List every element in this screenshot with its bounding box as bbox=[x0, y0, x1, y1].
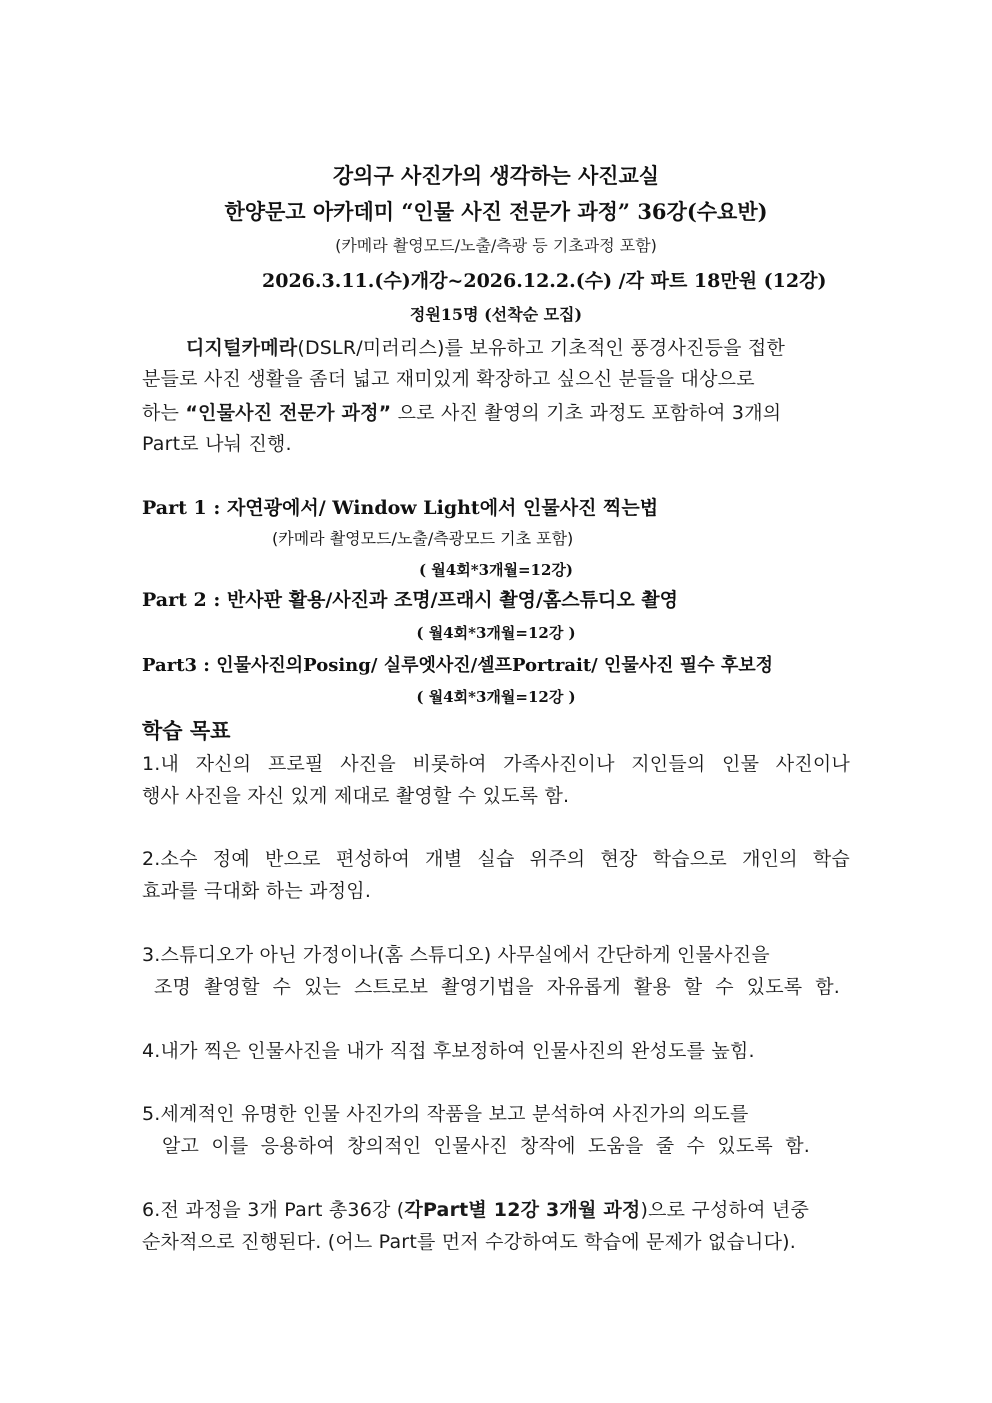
goal-6-line-1-bold: 각Part별 12강 3개월 과정 bbox=[404, 1199, 641, 1221]
goal-6-line-1-post: )으로 구성하여 년중 bbox=[640, 1199, 809, 1221]
goal-4-line-1: 4.내가 찍은 인물사진을 내가 직접 후보정하여 인물사진의 완성도를 높힘. bbox=[142, 1040, 755, 1062]
title-line-2: 한양문고 아카데미 “인물 사진 전문가 과정” 36강(수요반) bbox=[224, 199, 768, 224]
goal-1-line-1: 1.내 자신의 프로필 사진을 비롯하여 가족사진이나 지인들의 인물 사진이나 bbox=[142, 753, 850, 775]
goal-2-line-1: 2.소수 정예 반으로 편성하여 개별 실습 위주의 현장 학습으로 개인의 학습 bbox=[142, 848, 850, 870]
part-3-schedule: ( 월4회*3개월=12강 ) bbox=[416, 688, 576, 706]
intro-course-name: “인물사진 전문가 과정” bbox=[185, 402, 392, 424]
intro-bold-camera: 디지털카메라 bbox=[186, 337, 298, 359]
part-1-title: Part 1 : 자연광에서/ Window Light에서 인물사진 찍는법 bbox=[142, 497, 659, 519]
goal-1-line-2: 행사 사진을 자신 있게 제대로 촬영할 수 있도록 함. bbox=[142, 785, 570, 807]
part-3-title: Part3 : 인물사진의Posing/ 실루엣사진/셀프Portrait/ 인물사진 필수 후보정 bbox=[142, 655, 774, 676]
intro-line-1-rest: (DSLR/미러리스)를 보유하고 기초적인 풍경사진등을 접한 bbox=[297, 337, 786, 359]
intro-line-3-pre: 하는 bbox=[142, 402, 186, 424]
subtitle: (카메라 촬영모드/노출/측광 등 기초과정 포함) bbox=[335, 236, 657, 255]
goal-5-line-1: 5.세계적인 유명한 인물 사진가의 작품을 보고 분석하여 사진가의 의도를 bbox=[142, 1103, 749, 1125]
goal-2-line-2: 효과를 극대화 하는 과정임. bbox=[142, 880, 372, 902]
intro-line-1 bbox=[186, 339, 785, 358]
goal-6-line-2: 순차적으로 진행된다. (어느 Part를 먼저 수강하여도 학습에 문제가 없습니다). bbox=[142, 1231, 796, 1253]
part-2-schedule: ( 월4회*3개월=12강 ) bbox=[416, 624, 576, 642]
goals-title: 학습 목표 bbox=[142, 718, 231, 743]
capacity: 정원15명 (선착순 모집) bbox=[409, 305, 583, 324]
intro-line-3 bbox=[142, 404, 781, 423]
intro-line-3-post: 으로 사진 촬영의 기초 과정도 포함하여 3개의 bbox=[391, 402, 782, 424]
intro-line-2: 분들로 사진 생활을 좀더 넓고 재미있게 확장하고 싶으신 분들을 대상으로 bbox=[142, 368, 755, 390]
course-dates: 2026.3.11.(수)개강~2026.12.2.(수) /각 파트 18만원 (12강) bbox=[262, 270, 827, 292]
part-1-schedule: ( 월4회*3개월=12강) bbox=[418, 561, 574, 579]
part-1-note: (카메라 촬영모드/노출/측광모드 기초 포함) bbox=[272, 529, 574, 548]
goal-3-line-1: 3.스튜디오가 아닌 가정이나(홈 스튜디오) 사무실에서 간단하게 인물사진을 bbox=[142, 944, 770, 966]
goal-5-line-2: 알고 이를 응용하여 창의적인 인물사진 창작에 도움을 줄 수 있도록 함. bbox=[162, 1135, 810, 1157]
goal-6-line-1 bbox=[142, 1201, 809, 1220]
goal-6-line-1-pre: 6.전 과정을 3개 Part 총36강 ( bbox=[142, 1199, 405, 1221]
title-line-1: 강의구 사진가의 생각하는 사진교실 bbox=[332, 163, 660, 188]
goal-3-line-2: 조명 촬영할 수 있는 스트로보 촬영기법을 자유롭게 활용 할 수 있도록 함. bbox=[154, 976, 840, 998]
intro-line-4: Part로 나눠 진행. bbox=[142, 433, 292, 455]
part-2-title: Part 2 : 반사판 활용/사진과 조명/프래시 촬영/홈스튜디오 촬영 bbox=[142, 589, 679, 611]
